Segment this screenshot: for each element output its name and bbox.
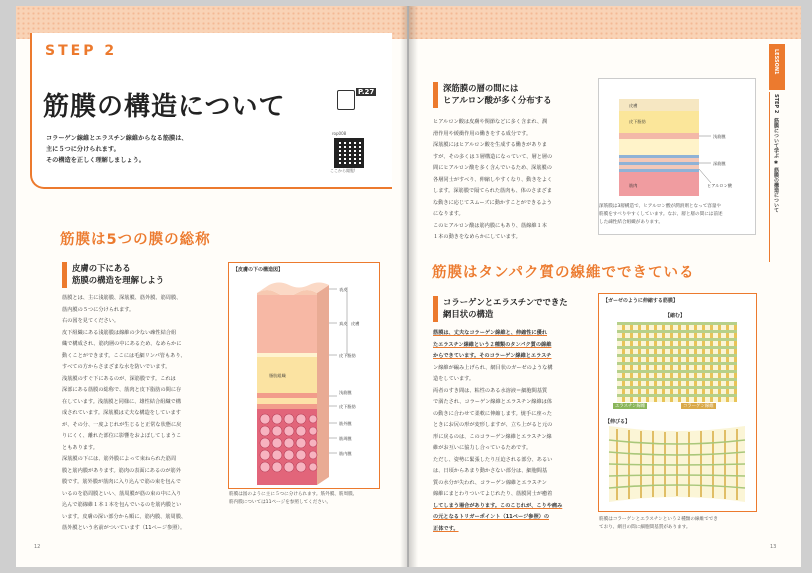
subhead-mesh: コラーゲンとエラスチンでできた 網目状の構造 <box>443 297 568 319</box>
section-title-five-membranes: 筋膜は5つの膜の総称 <box>60 232 211 248</box>
mesh-stretched <box>599 294 756 511</box>
subhead-hyaluronic: 深筋膜の層の間には ヒアルロン酸が多く分布する <box>443 83 552 105</box>
subhead-bar <box>433 82 438 108</box>
section-title-protein-fibers: 筋膜はタンパク質の線維でできている <box>432 265 695 281</box>
body-text-mesh: 筋膜は、丈夫なコラーゲン線維と、伸縮性に優れ たエラスチン線維という２種類のタンパク質の線維 からできています。そのコラーゲン線維とエラスチ ン線維が編み上げられ、網目状のガーゼのような構 造をしています。 両者のすき間は、粘性のある水溶液＝細胞間基質 で満たされ、コラーゲン線維とエラスチン線維は体 の動きに合わせて柔軟に伸縮します。焼手に座った ときにお尻の形が変形しますが、立ち上がると元の 形に戻るのは、このコラーゲン線維とエラスチン線 維がお互いに協力し合っているためです。 ただし、姿勢に緊張したり圧迫される部分、あるい は、日頃からあまり動かさない部分は、細胞間基 質の水分が失われ、コラーゲン線維とエラスチン 線維にまとわりついてよじれたり、筋膜同士が癒着 してしまう場合があります。このこじれが、こりや痛み の元となるトリガーポイント（11ページ参照）の 正体です。 <box>433 330 563 532</box>
label-skin-r: 皮膚 <box>629 103 638 108</box>
figure-fascia-layers <box>598 78 756 235</box>
label-deep-fascia: 皮下脂肪 <box>339 404 356 409</box>
page-number-left: 12 <box>34 544 41 550</box>
label-superficial-r: 浅筋膜 <box>713 134 726 139</box>
qr-code[interactable] <box>334 138 364 168</box>
label-hyaluronic-r: ヒアルロン酸 <box>707 183 732 188</box>
figure-skin-structure <box>228 262 380 489</box>
book-gutter <box>400 6 418 567</box>
side-step-label: STEP 2 筋膜について学ぶ ✱ 筋膜の構造について <box>773 94 779 213</box>
subhead-bar <box>433 296 438 322</box>
page-ref-tag: P.27 <box>358 88 375 96</box>
qr-label: rop008 <box>332 131 347 136</box>
label-muscle-r: 筋肉 <box>629 183 638 188</box>
figure-title-gauze: 【ガーゼのように伸縮する筋膜】 <box>603 298 678 304</box>
label-fat-tissue: 脂肪組織 <box>269 373 286 378</box>
figure-caption-left: 筋膜は図のように主に５つに分けられます。筋外膜、筋周膜、 筋内膜については11ページを参照してください。 <box>229 492 358 505</box>
figure-caption-layers: 深筋膜は3層構造で、ヒアルロン酸が潤滑剤となって容量や 筋膜をすべりやすくしています。なお、層と層の間には前述 した疎性結合組織があります。 <box>599 204 723 225</box>
book-icon <box>337 90 355 110</box>
label-elastin: エラスチン線維 <box>615 404 646 409</box>
intro-text: コラーゲン線維とエラスチン線維からなる筋膜は、 主に５つに分けられます。 その構造を正しく理解しましょう。 <box>46 135 188 164</box>
page-number-right: 13 <box>770 544 777 550</box>
label-epidermis: 表皮 <box>339 287 348 292</box>
label-stretch: 【伸びる】 <box>605 419 631 425</box>
subhead-bar <box>62 262 67 288</box>
side-tab-lesson[interactable]: LESSON1 <box>769 44 785 90</box>
figure-caption-gauze: 筋膜はコラーゲンとエラスチンという２種類の線維ででき ており、網目の間に細胞間基質があります。 <box>599 517 718 530</box>
subhead-structure: 皮膚の下にある 筋膜の構造を理解しよう <box>72 263 165 285</box>
label-superficial-fascia: 浅筋膜 <box>339 390 352 395</box>
qr-caption: ここから閲覧! <box>330 168 356 173</box>
body-text-left: 筋膜とは、主に浅筋膜、深筋膜、筋外膜、筋周膜、 筋内膜の５つに分けられます。 右の図を見てください。 皮下組織にある浅筋膜は線維の少ない疎性結合組 織で構成され、筋肉層の中にあるため、なめらかに 動くことができます。ここには毛細リンパ管もあり、 すべての方からさまざまな水を防いでいます。 浅筋膜のすぐ下にあるのが、深筋膜です。これは 深部にある筋膜の総称で、筋肉と皮下脂肪の間に存 在しています。浅筋膜と同様に、雄性結合組織で構 成されています。深筋膜は丈夫な構造をしています が、その分、一度よじれが生じると正常な状態に戻 りにくく、離れた部位に影響をおよぼしてしまうこ ともあります。 深筋膜の下には、筋外膜によって束ねられた筋周 膜と筋内膜があります。筋肉の表面にあるのが筋外 膜です。筋外膜が筋肉に入り込んで筋の束を包んで いるのを筋周膜といい、筋周膜が筋の束の中に入り 込んで筋線維１本１本を包んでいるのを筋内膜とい います。皮膚の深い部分から順に、筋内膜、筋周膜、 筋外膜という名前がついています（11ページ参照）。 <box>62 295 187 531</box>
figure-gauze <box>598 293 757 512</box>
label-subcutaneous-fat: 皮下脂肪 <box>339 353 356 358</box>
page-title: 筋膜の構造について <box>43 92 286 122</box>
step-label: STEP 2 <box>45 43 118 59</box>
label-shrink: 【縮む】 <box>665 313 686 319</box>
label-perimysium: 筋周膜 <box>339 436 352 441</box>
body-text-hyaluronic: ヒアルロン酸は皮膚や関節などに多く含まれ、潤 滑作用や緩衝作用の働きをする成分です。 深筋膜にはヒアルロン酸を生成する働きがありま すが、その多くは３層構造になっていて、層と層の 間にヒアルロン酸を多く含んでいるため、深筋膜の 各層同士がすべり、伸縮しやすくなり、動きをよく します。深筋膜で隔てられた筋肉も、体のさまざま な動きに応じてスムーズに動かすことができるよう になります。 このヒアルロン酸は筋内膜にもあり、筋線維１本 １本の動きをなめらかにしています。 <box>433 119 553 240</box>
label-skin: 皮膚 <box>351 321 360 326</box>
figure-title: 【皮膚の下の構造図】 <box>233 267 284 273</box>
top-pattern-band-right <box>409 6 801 39</box>
label-subfat-r: 皮下脂肪 <box>629 119 646 124</box>
label-endomysium: 筋内膜 <box>339 451 352 456</box>
label-epimysium: 筋外膜 <box>339 421 352 426</box>
label-dermis: 真皮 <box>339 321 348 326</box>
label-deep-r: 深筋膜 <box>713 161 726 166</box>
skin-diagram <box>229 263 379 488</box>
label-collagen: コラーゲン線維 <box>683 404 714 409</box>
